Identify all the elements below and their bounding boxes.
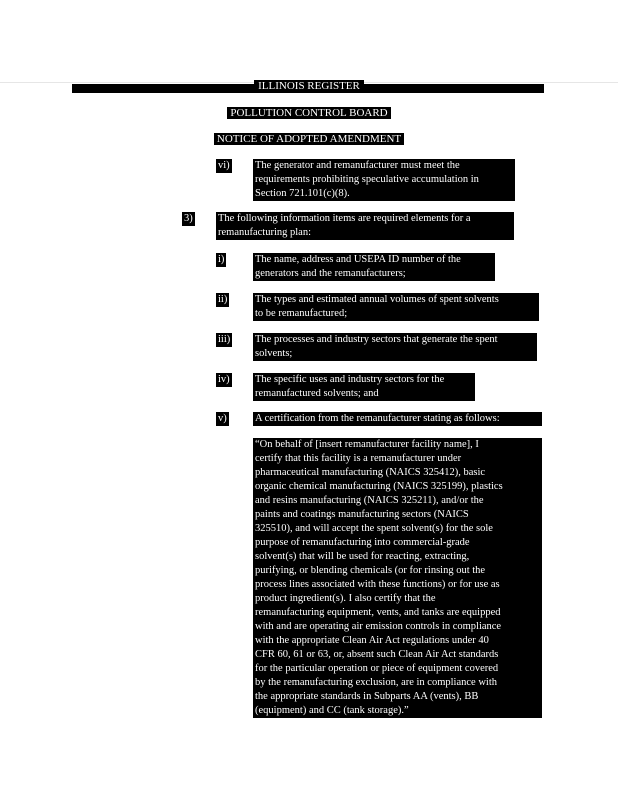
text-line: 325510), and will accept the spent solvent(s) for the sole: [255, 523, 493, 534]
text-line: generators and the remanufacturers;: [255, 268, 406, 279]
text-line: process lines associated with these functions) or for use as: [255, 579, 500, 590]
text-line: with and are operating air emission controls in compliance: [255, 621, 502, 632]
text-line: certify that this facility is a remanufacturer under: [255, 453, 462, 464]
item-text-vi: [253, 159, 515, 201]
text-line: the appropriate standards in Subparts AA (vents), BB: [255, 691, 479, 702]
item-marker-3: 3): [184, 213, 193, 224]
board-title: POLLUTION CONTROL BOARD: [227, 107, 390, 119]
text-line: The name, address and USEPA ID number of the: [255, 254, 461, 265]
item-text-i: [253, 253, 495, 281]
board-heading: [0, 107, 618, 120]
text-line: with the appropriate Clean Air Act regulations under 40: [255, 635, 489, 646]
text-line: A certification from the remanufacturer stating as follows:: [255, 413, 500, 424]
item-text-v: [253, 412, 542, 426]
notice-title: NOTICE OF ADOPTED AMENDMENT: [214, 133, 404, 145]
text-line: organic chemical manufacturing (NAICS 325199), plastics: [255, 481, 503, 492]
item-text-iv: [253, 373, 475, 401]
text-line: solvents;: [255, 348, 293, 359]
text-line: solvent(s) that will be used for reacting, extracting,: [255, 551, 470, 562]
register-title: ILLINOIS REGISTER: [254, 80, 364, 92]
text-line: Section 721.101(c)(8).: [255, 188, 350, 199]
item-marker-iv: iv): [218, 374, 230, 385]
item-marker-i: i): [218, 254, 225, 265]
text-line: remanufacturing plan:: [218, 227, 312, 238]
text-line: requirements prohibiting speculative accumulation in: [255, 174, 479, 185]
text-line: The specific uses and industry sectors for the: [255, 374, 445, 385]
register-heading: [0, 80, 618, 92]
text-line: The processes and industry sectors that generate the spent: [255, 334, 498, 345]
item-text-3: [216, 212, 514, 240]
text-line: “On behalf of [insert remanufacturer facility name], I: [255, 439, 479, 450]
text-line: to be remanufactured;: [255, 308, 348, 319]
item-text-iii: [253, 333, 537, 361]
text-line: and resins manufacturing (NAICS 325211), and/or the: [255, 495, 484, 506]
item-marker-iii: iii): [218, 334, 231, 345]
text-line: by the remanufacturing exclusion, are in compliance with: [255, 677, 497, 688]
text-line: purifying, or blending chemicals (or for rinsing out the: [255, 565, 486, 576]
item-text-ii: [253, 293, 539, 321]
text-line: The following information items are required elements for a: [218, 213, 471, 224]
text-line: for the particular operation or piece of equipment covered: [255, 663, 499, 674]
item-marker-v: v): [218, 413, 227, 424]
certification-quote: [253, 438, 542, 718]
text-line: remanufactured solvents; and: [255, 388, 379, 399]
text-line: paints and coatings manufacturing sectors (NAICS: [255, 509, 469, 520]
text-line: (equipment) and CC (tank storage).”: [255, 705, 409, 716]
text-line: purpose of remanufacturing into commercial-grade: [255, 537, 470, 548]
item-marker-vi: vi): [218, 160, 230, 171]
item-marker-ii: ii): [218, 294, 228, 305]
text-line: remanufacturing equipment, vents, and tanks are equipped: [255, 607, 501, 618]
notice-heading: [0, 133, 618, 146]
text-line: product ingredient(s). I also certify that the: [255, 593, 436, 604]
text-line: The generator and remanufacturer must meet the: [255, 160, 460, 171]
text-line: pharmaceutical manufacturing (NAICS 325412), basic: [255, 467, 486, 478]
text-line: CFR 60, 61 or 63, or, absent such Clean Air Act standards: [255, 649, 499, 660]
text-line: The types and estimated annual volumes of spent solvents: [255, 294, 499, 305]
